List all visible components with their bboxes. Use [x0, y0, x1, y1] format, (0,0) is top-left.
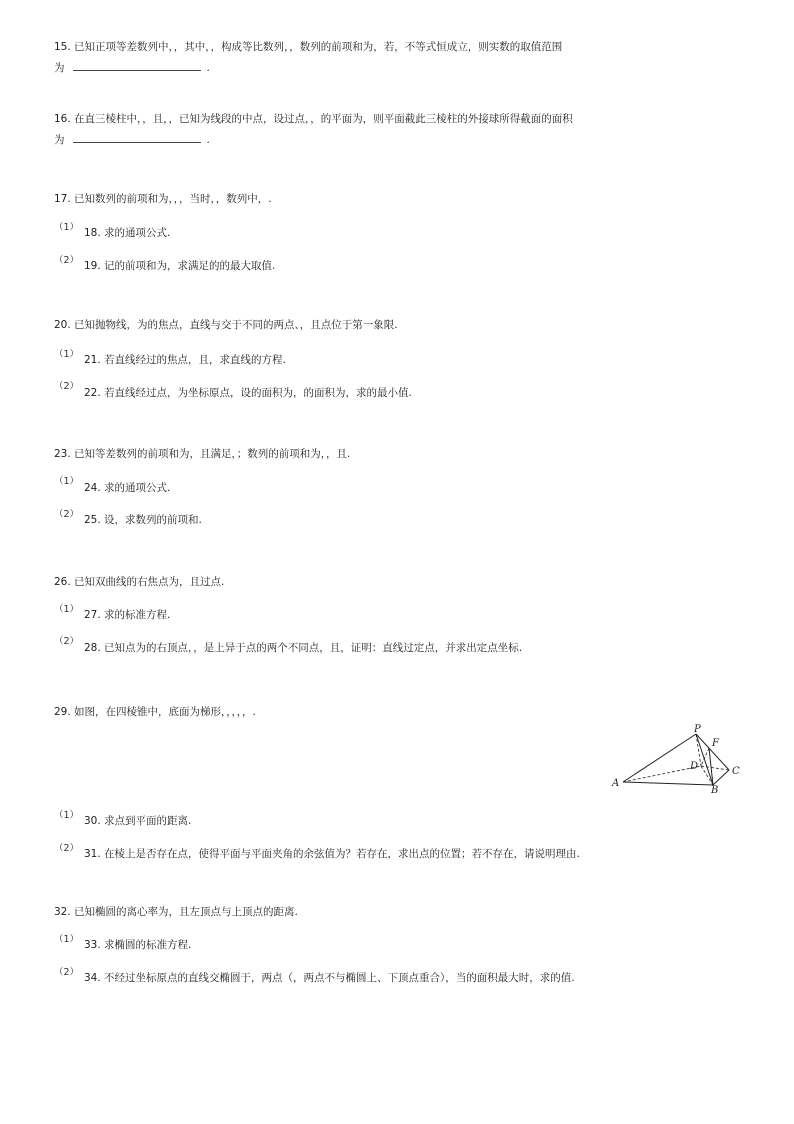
answer-blank[interactable]: [73, 133, 201, 143]
part-marker: （1）: [54, 222, 80, 233]
part-marker: （1）: [54, 934, 80, 945]
label-f: F: [712, 738, 719, 749]
subquestion-22: 22. 若直线经过点，为坐标原点，设的面积为，的面积为，求的最小值.: [84, 387, 412, 399]
pyramid-figure: [606, 722, 756, 794]
subquestion-19: 19. 记的前项和为，求满足的的最大取值.: [84, 260, 276, 272]
answer-prefix: 为: [54, 134, 65, 146]
subquestion-34: 34. 不经过坐标原点的直线交椭圆于，两点（，两点不与椭圆上、下顶点重合），当的面积最大时，求的值.: [84, 972, 575, 984]
answer-prefix: 为: [54, 62, 65, 74]
part-marker: （2）: [54, 255, 80, 266]
subquestion-21: 21. 若直线经过的焦点，且，求直线的方程.: [84, 354, 286, 366]
question-17-stem: 17. 已知数列的前项和为，，，当时，，数列中，.: [54, 193, 272, 205]
subquestion-30: 30. 求点到平面的距离.: [84, 815, 192, 827]
subquestion-18: 18. 求的通项公式.: [84, 227, 171, 239]
segment-fd-hidden: [701, 748, 709, 766]
label-d: D: [690, 761, 699, 772]
question-26-stem: 26. 已知双曲线的右焦点为，且过点.: [54, 576, 225, 588]
answer-blank[interactable]: [73, 61, 201, 71]
subquestion-28: 28. 已知点为的右顶点，，是上异于点的两个不同点，且，证明：直线过定点，并求出定点坐标.: [84, 642, 523, 654]
subquestion-25: 25. 设，求数列的前项和.: [84, 514, 202, 526]
part-marker: （2）: [54, 509, 80, 520]
question-23-stem: 23. 已知等差数列的前项和为，且满足，；数列的前项和为，，且.: [54, 448, 351, 460]
answer-suffix: .: [206, 134, 210, 146]
label-b: B: [711, 785, 719, 794]
subquestion-31: 31. 在棱上是否存在点，使得平面与平面夹角的余弦值为？若存在，求出点的位置；若不存在，请说明理由.: [84, 848, 580, 860]
label-a: A: [612, 778, 620, 789]
subquestion-27: 27. 求的标准方程.: [84, 609, 171, 621]
label-p: P: [694, 724, 701, 735]
part-marker: （2）: [54, 843, 80, 854]
part-marker: （1）: [54, 810, 80, 821]
question-29-stem: 29. 如图，在四棱锥中，底面为梯形，，，，，.: [54, 706, 256, 718]
subquestion-33: 33. 求椭圆的标准方程.: [84, 939, 192, 951]
edge-bc: [713, 770, 729, 785]
question-15-stem: 15. 已知正项等差数列中，，其中，，构成等比数列，，数列的前项和为，若，不等式恒成立，则实数的取值范围: [54, 41, 563, 53]
part-marker: （1）: [54, 604, 80, 615]
edge-ab: [623, 782, 713, 785]
subquestion-24: 24. 求的通项公式.: [84, 482, 171, 494]
edge-dc-hidden: [701, 766, 729, 770]
question-16-answer-line: [54, 133, 210, 147]
question-15-answer-line: [54, 61, 210, 75]
question-32-stem: 32. 已知椭圆的离心率为，且左顶点与上顶点的距离.: [54, 906, 298, 918]
answer-suffix: .: [206, 62, 210, 74]
part-marker: （2）: [54, 381, 80, 392]
label-c: C: [732, 766, 740, 777]
part-marker: （1）: [54, 349, 80, 360]
part-marker: （2）: [54, 967, 80, 978]
part-marker: （1）: [54, 476, 80, 487]
question-20-stem: 20. 已知抛物线，为的焦点，直线与交于不同的两点、，且点位于第一象限.: [54, 319, 398, 331]
question-16-stem: 16. 在直三棱柱中，，且，，已知为线段的中点，设过点，，的平面为，则平面截此三棱柱的外接球所得截面的面积: [54, 113, 573, 125]
part-marker: （2）: [54, 636, 80, 647]
